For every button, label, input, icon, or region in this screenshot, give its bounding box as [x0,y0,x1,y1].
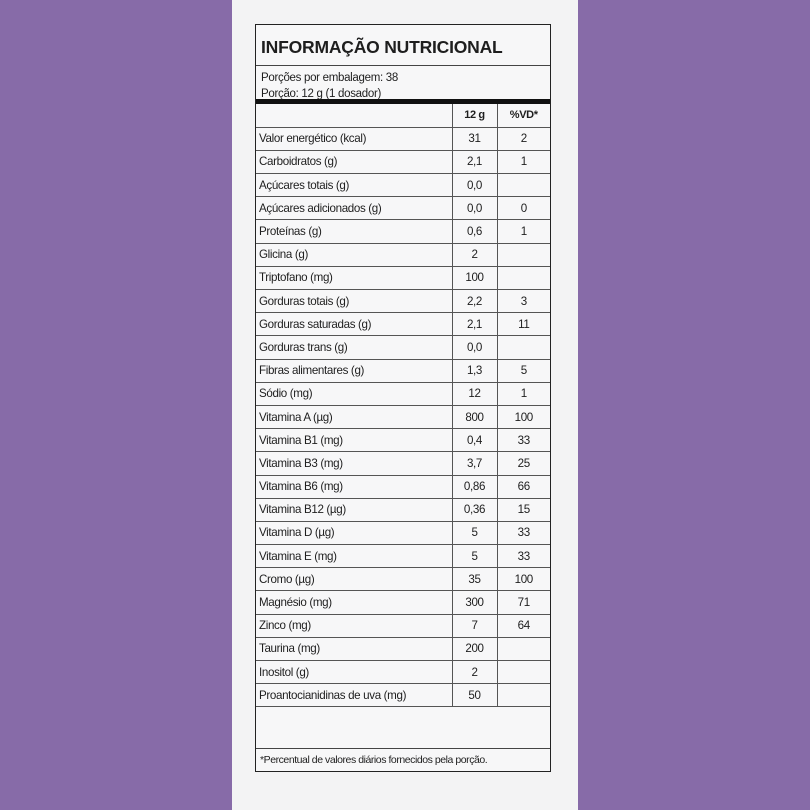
nutrient-dv: 1 [497,382,550,405]
footnote: *Percentual de valores diários fornecidos pela porção. [256,748,550,771]
serving-size: Porção: 12 g (1 dosador) [261,88,382,100]
table-row [256,475,550,498]
nutrient-dv: 15 [497,498,550,521]
nutrient-name: Gorduras trans (g) [256,336,452,359]
nutrient-amount: 50 [452,684,497,707]
table-row [256,429,550,452]
nutrient-name: Gorduras totais (g) [256,290,452,313]
nutrient-dv: 33 [497,545,550,568]
nutrient-dv: 5 [497,359,550,382]
nutrient-dv [497,661,550,684]
nutrient-name: Glicina (g) [256,243,452,266]
nutrient-name: Açúcares totais (g) [256,174,452,197]
nutrient-dv: 0 [497,197,550,220]
nutrient-dv: 71 [497,591,550,614]
nutrient-dv: 11 [497,313,550,336]
table-row [256,266,550,289]
nutrient-name: Carboidratos (g) [256,150,452,173]
servings-per-package: Porções por embalagem: 38 [261,72,398,84]
nutrient-name: Valor energético (kcal) [256,127,452,150]
nutrient-dv: 3 [497,290,550,313]
nutrient-name: Vitamina B1 (mg) [256,429,452,452]
nutrient-amount: 2 [452,243,497,266]
nutrient-amount: 0,4 [452,429,497,452]
nutrient-amount: 1,3 [452,359,497,382]
nutrient-amount: 3,7 [452,452,497,475]
nutrient-amount: 100 [452,266,497,289]
nutrient-name: Gorduras saturadas (g) [256,313,452,336]
table-row [256,174,550,197]
nutrient-name: Vitamina A (µg) [256,405,452,428]
table-row [256,313,550,336]
nutrition-table-body [256,127,550,707]
nutrient-name: Proantocianidinas de uva (mg) [256,684,452,707]
nutrient-name: Sódio (mg) [256,382,452,405]
nutrient-amount: 800 [452,405,497,428]
nutrient-name: Cromo (µg) [256,568,452,591]
nutrient-amount: 200 [452,637,497,660]
table-header-row [256,104,550,127]
nutrient-name: Vitamina B6 (mg) [256,475,452,498]
table-row [256,521,550,544]
nutrient-dv [497,336,550,359]
nutrient-name: Proteínas (g) [256,220,452,243]
table-row [256,545,550,568]
nutrient-amount: 12 [452,382,497,405]
nutrient-amount: 300 [452,591,497,614]
nutrient-dv: 100 [497,405,550,428]
table-row [256,290,550,313]
nutrient-amount: 5 [452,545,497,568]
nutrient-amount: 2 [452,661,497,684]
nutrient-dv [497,266,550,289]
header-amount: 12 g [452,104,497,127]
nutrient-dv: 33 [497,429,550,452]
nutrient-name: Fibras alimentares (g) [256,359,452,382]
nutrient-amount: 0,0 [452,336,497,359]
nutrient-amount: 0,0 [452,174,497,197]
header-nutrient [256,104,452,127]
nutrient-amount: 2,1 [452,150,497,173]
nutrient-amount: 7 [452,614,497,637]
nutrition-table [256,104,550,707]
nutrient-amount: 0,0 [452,197,497,220]
nutrient-name: Vitamina D (µg) [256,521,452,544]
table-row [256,568,550,591]
table-row [256,127,550,150]
nutrient-dv: 33 [497,521,550,544]
nutrient-name: Vitamina E (mg) [256,545,452,568]
table-row [256,336,550,359]
header-dv: %VD* [497,104,550,127]
nutrient-name: Zinco (mg) [256,614,452,637]
table-row [256,498,550,521]
table-row [256,637,550,660]
nutrient-dv [497,174,550,197]
label-title: INFORMAÇÃO NUTRICIONAL [256,25,550,66]
nutrient-dv [497,243,550,266]
nutrient-name: Vitamina B3 (mg) [256,452,452,475]
nutrient-dv: 64 [497,614,550,637]
nutrient-dv: 1 [497,220,550,243]
table-row [256,197,550,220]
table-row [256,220,550,243]
nutrient-dv: 1 [497,150,550,173]
nutrient-dv [497,637,550,660]
nutrient-name: Taurina (mg) [256,637,452,660]
table-row [256,405,550,428]
nutrient-name: Inositol (g) [256,661,452,684]
table-row [256,452,550,475]
table-row [256,243,550,266]
nutrient-dv [497,684,550,707]
nutrient-amount: 0,6 [452,220,497,243]
nutrition-label [255,24,551,772]
table-row [256,661,550,684]
nutrient-dv: 25 [497,452,550,475]
nutrient-amount: 2,2 [452,290,497,313]
nutrient-dv: 2 [497,127,550,150]
table-row [256,382,550,405]
table-row [256,150,550,173]
nutrient-amount: 5 [452,521,497,544]
nutrient-amount: 31 [452,127,497,150]
table-row [256,684,550,707]
nutrient-name: Açúcares adicionados (g) [256,197,452,220]
nutrient-amount: 0,36 [452,498,497,521]
servings-info [256,66,550,104]
nutrient-dv: 66 [497,475,550,498]
nutrient-amount: 2,1 [452,313,497,336]
table-row [256,591,550,614]
table-row [256,614,550,637]
nutrient-dv: 100 [497,568,550,591]
table-row [256,359,550,382]
nutrient-name: Triptofano (mg) [256,266,452,289]
nutrient-amount: 35 [452,568,497,591]
nutrient-amount: 0,86 [452,475,497,498]
nutrient-name: Vitamina B12 (µg) [256,498,452,521]
nutrient-name: Magnésio (mg) [256,591,452,614]
